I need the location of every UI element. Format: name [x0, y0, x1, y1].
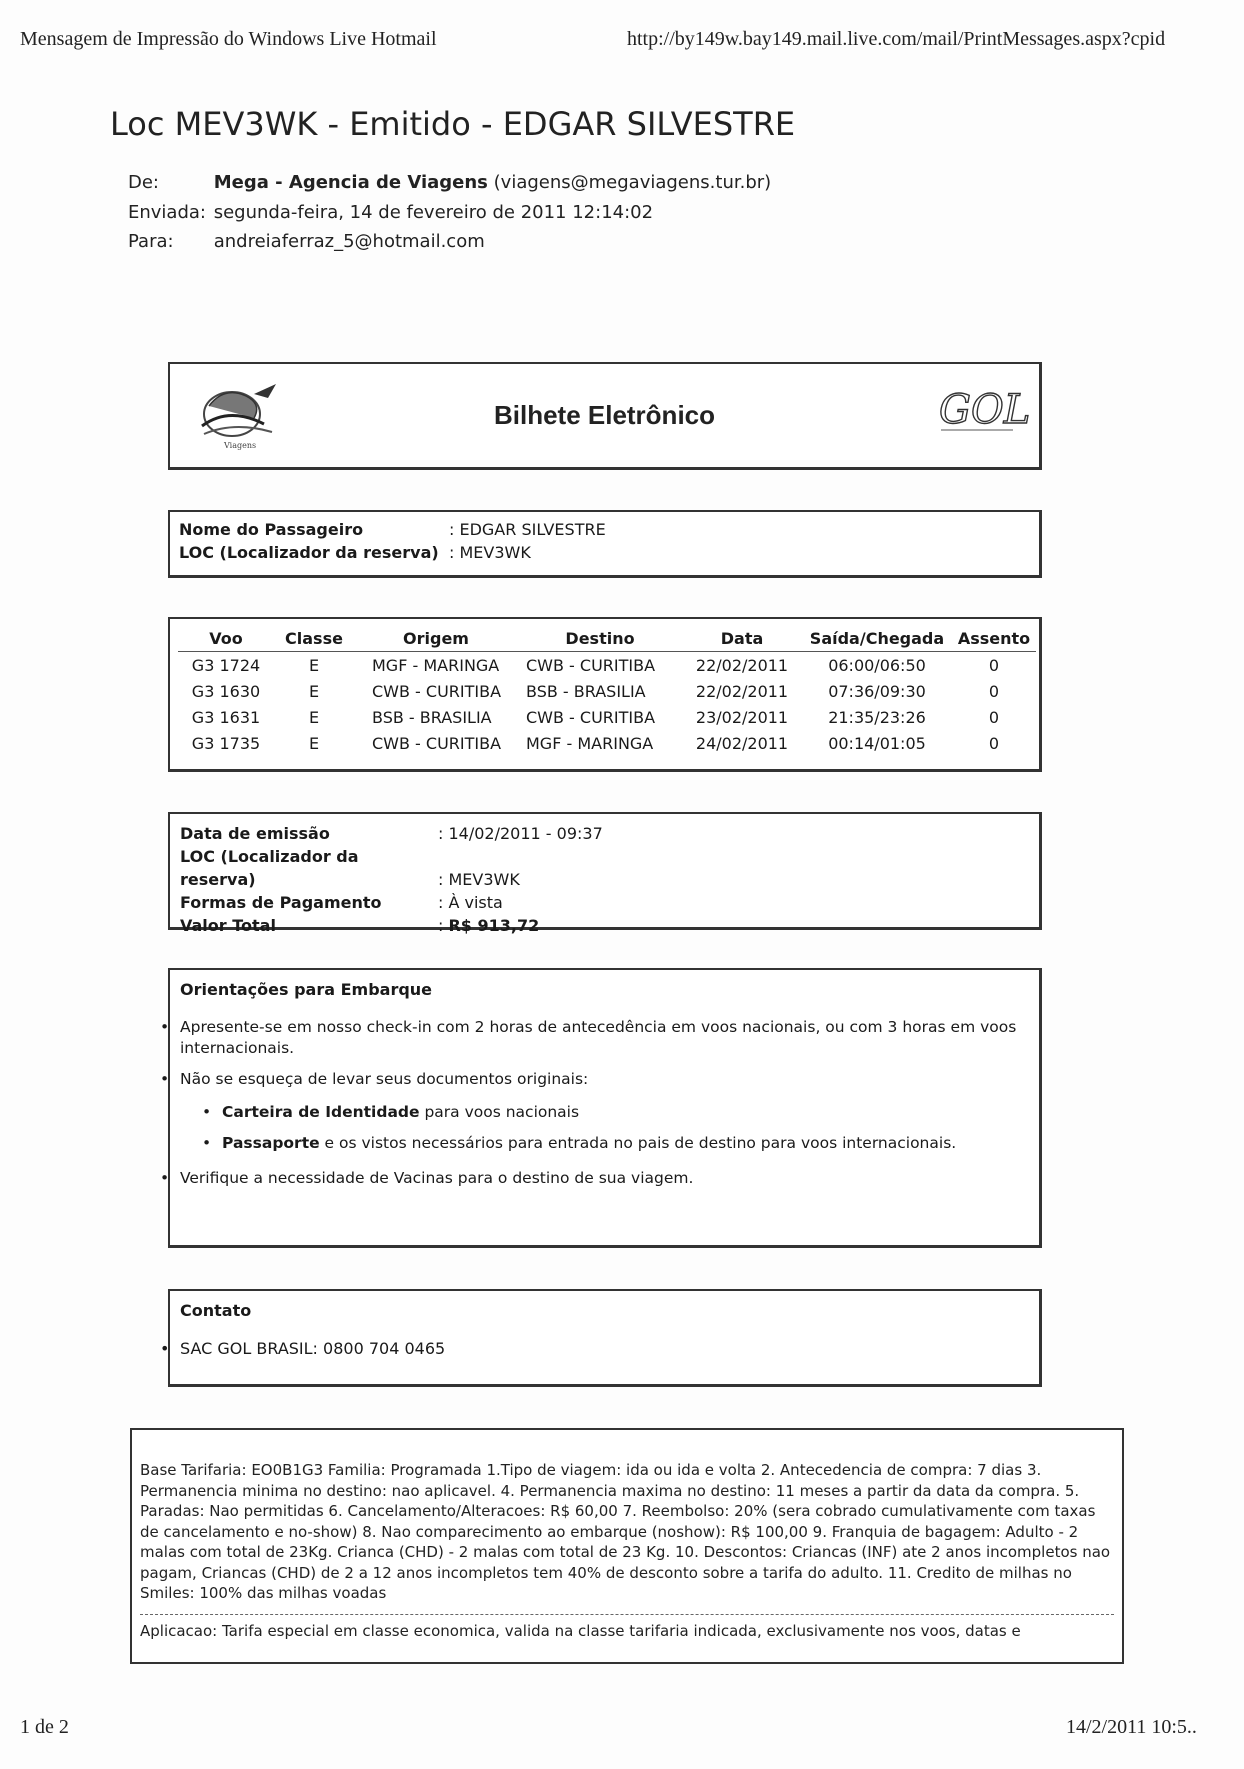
svg-text:GOL: GOL — [939, 387, 1031, 433]
sender-address[interactable]: (viagens@megaviagens.tur.br) — [493, 172, 772, 193]
flight-date: 24/02/2011 — [695, 733, 789, 753]
flight-class: E — [308, 655, 320, 675]
flight-seat: 0 — [988, 681, 1000, 701]
print-header-url: http://by149w.bay149.mail.live.com/mail/PrintMessages.aspx?cpid — [627, 28, 1166, 50]
flight-times: 00:14/01:05 — [828, 733, 926, 753]
flight-seat: 0 — [988, 733, 1000, 753]
boarding-item-vaccines: Verifique a necessidade de Vacinas para o destino de sua viagem. — [180, 1169, 694, 1187]
col-header-origem: Origem — [354, 623, 518, 652]
print-header-title: Mensagem de Impressão do Windows Live Hotmail — [20, 28, 437, 50]
table-row — [178, 730, 1036, 756]
payment-label: Formas de Pagamento — [180, 893, 382, 912]
bullet-icon: • — [160, 1018, 170, 1036]
to-row — [128, 231, 485, 252]
passenger-loc-label: LOC (Localizador da reserva) — [179, 543, 439, 562]
boarding-item-documents: Não se esqueça de levar seus documentos originais: — [180, 1070, 589, 1088]
fare-application-text: Aplicacao: Tarifa especial em classe economica, valida na classe tarifaria indicada, exclusivamente nos voos, datas e — [140, 1621, 1021, 1640]
flight-number: G3 1724 — [191, 655, 261, 675]
sub-item-passport-bold: Passaporte — [222, 1134, 320, 1152]
flight-class: E — [308, 733, 320, 753]
boarding-item-checkin: Apresente-se em nosso check-in com 2 horas de antecedência em voos nacionais, ou com 3 horas em voos internacionais. — [180, 1018, 1017, 1057]
flight-destination: BSB - BRASILIA — [526, 681, 646, 701]
sent-label: Enviada: — [128, 202, 206, 223]
col-header-destino: Destino — [518, 623, 682, 652]
documents-sublist — [202, 1102, 1029, 1154]
boarding-box — [160, 968, 1042, 1248]
flight-number: G3 1630 — [191, 681, 261, 701]
total-prefix: : — [438, 916, 449, 935]
flight-number: G3 1631 — [191, 707, 261, 727]
issue-loc-label: LOC (Localizador da reserva) — [180, 847, 359, 889]
payment-row — [180, 891, 1029, 914]
list-item — [160, 1017, 1029, 1059]
flight-origin: CWB - CURITIBA — [372, 681, 502, 701]
flight-seat: 0 — [988, 655, 1000, 675]
sent-date: segunda-feira, 14 de fevereiro de 2011 12:14:02 — [213, 202, 654, 223]
flight-date: 23/02/2011 — [695, 707, 789, 727]
list-item — [202, 1133, 1029, 1154]
col-header-assento: Assento — [952, 623, 1036, 652]
sub-item-passport-rest: e os vistos necessários para entrada no pais de destino para voos internacionais. — [319, 1134, 957, 1152]
boarding-title: Orientações para Embarque — [180, 980, 433, 999]
issue-date-label: Data de emissão — [180, 824, 330, 843]
svg-text:Viagens: Viagens — [224, 441, 257, 450]
col-header-saida-chegada: Saída/Chegada — [802, 623, 952, 652]
col-header-voo: Voo — [178, 623, 274, 652]
total-label: Valor Total — [180, 916, 276, 935]
issue-date-value: : 14/02/2011 - 09:37 — [438, 824, 603, 843]
col-header-data: Data — [682, 623, 802, 652]
email-subject: Loc MEV3WK - Emitido - EDGAR SILVESTRE — [110, 105, 796, 143]
flight-origin: BSB - BRASILIA — [372, 707, 492, 727]
flights-table — [178, 623, 1036, 756]
page-number: 1 de 2 — [20, 1716, 69, 1738]
passenger-name-label: Nome do Passageiro — [179, 520, 364, 539]
list-item — [160, 1069, 1029, 1090]
issue-loc-row — [180, 845, 1029, 891]
payment-value: : À vista — [438, 893, 503, 912]
flight-origin: MGF - MARINGA — [372, 655, 500, 675]
issue-box — [168, 812, 1042, 935]
sender-name: Mega - Agencia de Viagens — [213, 172, 488, 193]
col-header-classe: Classe — [274, 623, 354, 652]
passenger-loc-row — [179, 541, 1030, 564]
sub-item-id-rest: para voos nacionais — [419, 1103, 580, 1121]
bullet-icon: • — [160, 1339, 170, 1358]
bullet-icon: • — [160, 1169, 170, 1187]
fare-rules-text: Base Tarifaria: EO0B1G3 Familia: Programada 1.Tipo de viagem: ida ou ida e volta 2. Antecedencia de compra: 7 dias 3. Permanencia minima no destino: nao aplicavel. 4. Permanencia maxima no destino: 11 meses a partir da data da compra. 5. Paradas: Nao permitidas 6. Cancelamento/Alteracoes: R$ 60,00 7. Reembolso: 20% (sera cobrado cumulativamente com taxas de cancelamento e no-show) 8. Nao comparecimento ao embarque (noshow): R$ 100,00 9. Franquia de bagagem: Adulto - 2 malas com total de 23Kg. Crianca (CHD) - 2 malas com total de 23 Kg. 10. Descontos: Criancas (INF) ate 2 anos incompletos nao pagam, Criancas (CHD) de 2 a 12 anos incompletos tem 40% de desconto sobre a tarifa do adulto. 11. Credito de milhas no Smiles: 100% das milhas voadas — [140, 1461, 1111, 1602]
fare-rules-box — [130, 1428, 1124, 1664]
contact-title: Contato — [180, 1301, 252, 1320]
gol-logo-icon — [937, 378, 1031, 448]
flights-header-row — [178, 623, 1036, 652]
flight-times: 21:35/23:26 — [828, 707, 926, 727]
flight-seat: 0 — [988, 707, 1000, 727]
contact-sac: SAC GOL BRASIL: 0800 704 0465 — [180, 1339, 446, 1358]
contact-box — [160, 1289, 1042, 1387]
flight-date: 22/02/2011 — [695, 681, 789, 701]
divider — [140, 1614, 1114, 1615]
flight-destination: MGF - MARINGA — [526, 733, 654, 753]
flight-origin: CWB - CURITIBA — [372, 733, 502, 753]
flight-number: G3 1735 — [191, 733, 261, 753]
to-label: Para: — [128, 231, 174, 252]
passenger-name-value: : EDGAR SILVESTRE — [449, 520, 606, 539]
issue-loc-value: : MEV3WK — [438, 870, 520, 889]
bullet-icon: • — [202, 1134, 212, 1152]
list-item — [160, 1168, 1029, 1189]
sub-item-id-bold: Carteira de Identidade — [222, 1103, 420, 1121]
passenger-box — [168, 510, 1042, 578]
bullet-icon: • — [160, 1070, 170, 1088]
issue-date-row — [180, 822, 1029, 845]
table-row — [178, 704, 1036, 730]
list-item — [160, 1338, 1029, 1359]
passenger-loc-value: : MEV3WK — [449, 543, 531, 562]
from-row — [128, 172, 771, 193]
bullet-icon: • — [202, 1103, 212, 1121]
table-row — [178, 652, 1036, 679]
print-timestamp: 14/2/2011 10:5.. — [1066, 1716, 1197, 1738]
list-item — [202, 1102, 1029, 1123]
flight-times: 07:36/09:30 — [828, 681, 926, 701]
sent-row — [128, 202, 653, 223]
banner-title: Bilhete Eletrônico — [493, 400, 716, 430]
flight-class: E — [308, 707, 320, 727]
flights-box — [168, 617, 1042, 772]
passenger-name-row — [179, 518, 1030, 541]
total-value: R$ 913,72 — [448, 916, 540, 935]
flight-destination: CWB - CURITIBA — [526, 707, 656, 727]
recipient-address[interactable]: andreiaferraz_5@hotmail.com — [213, 231, 485, 252]
total-row — [180, 914, 1029, 937]
flight-class: E — [308, 681, 320, 701]
flight-destination: CWB - CURITIBA — [526, 655, 656, 675]
flight-times: 06:00/06:50 — [828, 655, 926, 675]
table-row — [178, 678, 1036, 704]
flight-date: 22/02/2011 — [695, 655, 789, 675]
ticket-banner — [168, 362, 1042, 470]
from-label: De: — [128, 172, 159, 193]
